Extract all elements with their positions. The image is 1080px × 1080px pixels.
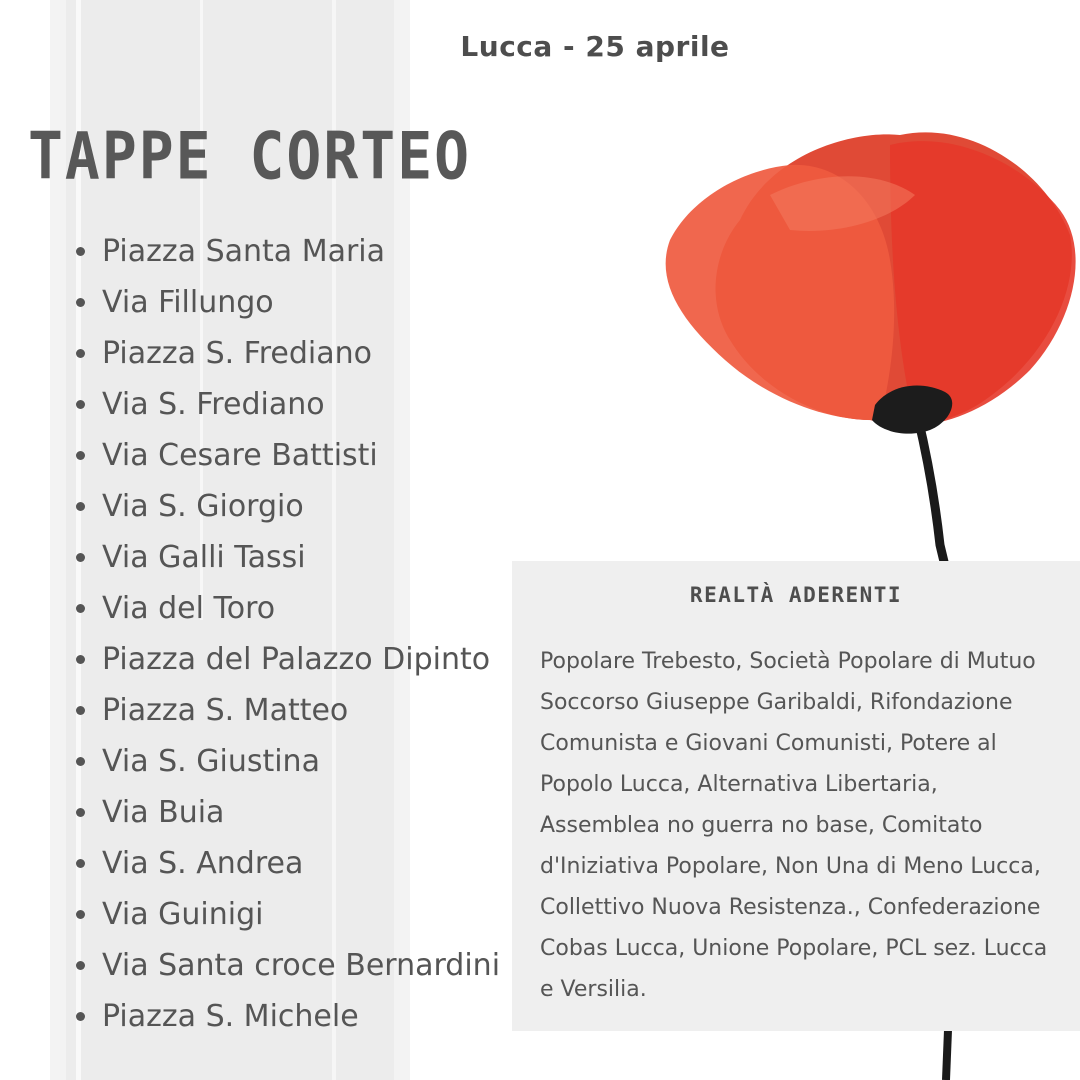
list-item (62, 736, 500, 787)
list-item (62, 685, 500, 736)
bullet-icon (76, 349, 85, 358)
poppy-stem (918, 418, 946, 570)
bullet-icon (76, 808, 85, 817)
bullet-icon (76, 910, 85, 919)
supporters-panel (512, 561, 1080, 1031)
bullet-icon (76, 502, 85, 511)
stop-label: Piazza S. Matteo (102, 693, 349, 728)
stop-label: Via S. Andrea (102, 846, 304, 881)
supporters-title: REALTÀ ADERENTI (689, 583, 903, 607)
stop-label: Piazza S. Michele (102, 999, 359, 1034)
stop-label: Via del Toro (102, 591, 276, 626)
stop-label: Piazza S. Frediano (102, 336, 373, 371)
list-item (62, 481, 500, 532)
list-item (62, 634, 500, 685)
list-item (62, 991, 500, 1042)
poppy-flower-icon (650, 100, 1080, 570)
event-header: Lucca - 25 aprile (460, 30, 730, 63)
bullet-icon (76, 706, 85, 715)
bullet-icon (76, 961, 85, 970)
poppy-stem-lower (938, 1030, 958, 1080)
list-item (62, 328, 500, 379)
bullet-icon (76, 655, 85, 664)
list-item (62, 379, 500, 430)
stop-label: Via Fillungo (102, 285, 274, 320)
poppy-petal-right (890, 141, 1076, 425)
bullet-icon (76, 553, 85, 562)
bullet-icon (76, 604, 85, 613)
stop-label: Piazza Santa Maria (102, 234, 386, 269)
list-item (62, 430, 500, 481)
stop-label: Via S. Giustina (102, 744, 320, 779)
stop-label: Via Santa croce Bernardini (102, 948, 501, 983)
stop-label: Via S. Frediano (102, 387, 325, 422)
bullet-icon (76, 859, 85, 868)
list-item (62, 787, 500, 838)
list-item (62, 583, 500, 634)
list-item (62, 838, 500, 889)
stop-label: Via Cesare Battisti (102, 438, 378, 473)
bullet-icon (76, 298, 85, 307)
list-item (62, 889, 500, 940)
stop-label: Piazza del Palazzo Dipinto (102, 642, 491, 677)
bullet-icon (76, 757, 85, 766)
list-item (62, 532, 500, 583)
bullet-icon (76, 451, 85, 460)
stop-label: Via Buia (102, 795, 225, 830)
bullet-icon (76, 247, 85, 256)
stop-label: Via Guinigi (102, 897, 264, 932)
stop-label: Via Galli Tassi (102, 540, 306, 575)
bullet-icon (76, 400, 85, 409)
stop-label: Via S. Giorgio (102, 489, 304, 524)
bullet-icon (76, 1012, 85, 1021)
list-item (62, 277, 500, 328)
route-stops-list (62, 226, 500, 1042)
list-item (62, 226, 500, 277)
page-title: TAPPE CORTEO (28, 118, 472, 195)
list-item (62, 940, 500, 991)
supporters-text: Popolare Trebesto, Società Popolare di Mutuo Soccorso Giuseppe Garibaldi, Rifondazione Comunista e Giovani Comunisti, Potere al Popolo Lucca, Alternativa Libertaria, Assemblea no guerra no base, Comitato d'Iniziativa Popolare, Non Una di Meno Lucca, Collettivo Nuova Resistenza., Confederazione Cobas Lucca, Unione Popolare, PCL sez. Lucca e Versilia. (540, 649, 1048, 1002)
